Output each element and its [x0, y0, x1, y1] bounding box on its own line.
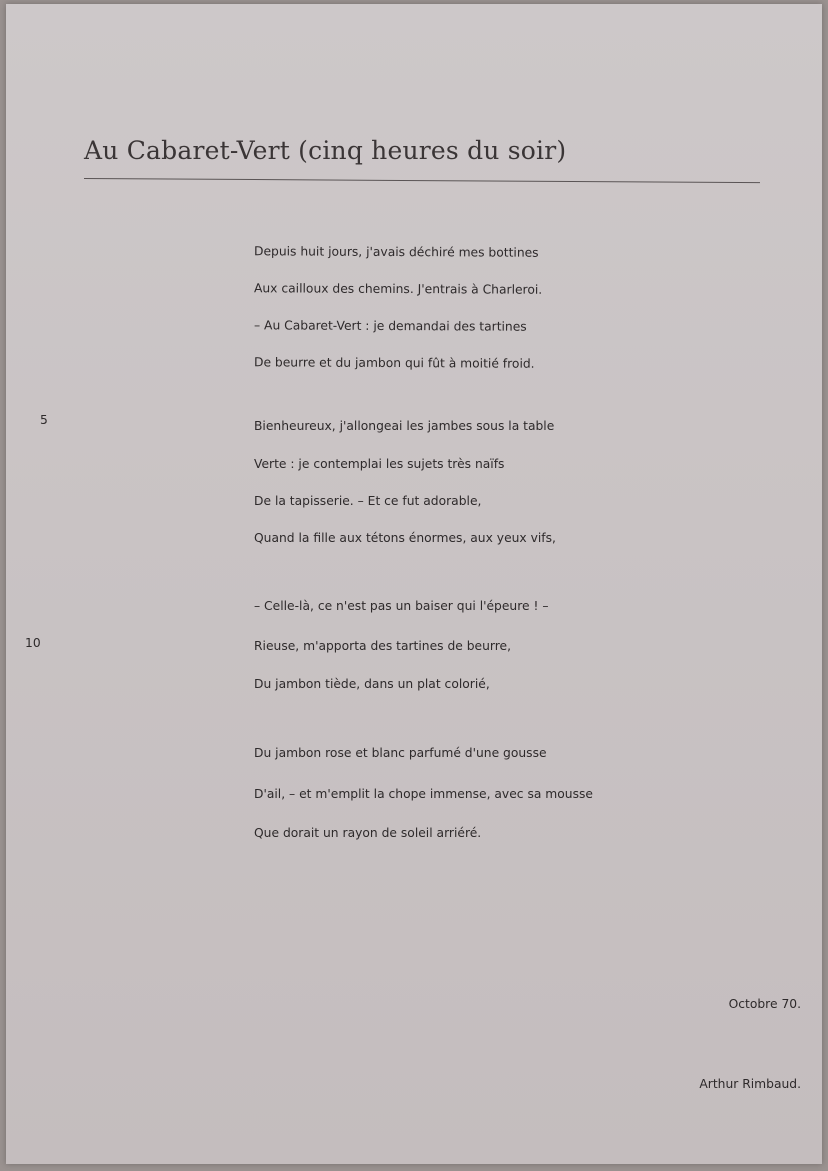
poem-line: Aux cailloux des chemins. J'entrais à Charleroi. — [253, 281, 543, 297]
paper-sheet — [6, 4, 822, 1164]
line-number-5: 5 — [40, 413, 48, 427]
poem-line: De beurre et du jambon qui fût à moitié froid. — [253, 355, 535, 371]
poem-line: Du jambon tiède, dans un plat colorié, — [254, 677, 490, 691]
poem-author: Arthur Rimbaud. — [699, 1077, 801, 1091]
poem-line: Bienheureux, j'allongeai les jambes sous la table — [254, 419, 555, 433]
title-underline — [84, 178, 760, 183]
poem-line: – Au Cabaret-Vert : je demandai des tartines — [253, 318, 527, 334]
line-number-10: 10 — [25, 636, 41, 650]
poem-line: D'ail, – et m'emplit la chope immense, avec sa mousse — [254, 787, 593, 801]
poem-line: Depuis huit jours, j'avais déchiré mes bottines — [253, 244, 539, 260]
poem-line: Rieuse, m'apporta des tartines de beurre, — [254, 639, 512, 653]
poem-date: Octobre 70. — [728, 997, 801, 1011]
poem-line: – Celle-là, ce n'est pas un baiser qui l'épeure ! – — [254, 599, 549, 613]
poem-title: Au Cabaret-Vert (cinq heures du soir) — [84, 136, 567, 165]
poem-line: De la tapisserie. – Et ce fut adorable, — [254, 494, 482, 508]
poem-line: Du jambon rose et blanc parfumé d'une gousse — [254, 746, 547, 760]
poem-line: Quand la fille aux tétons énormes, aux yeux vifs, — [254, 531, 556, 545]
poem-line: Verte : je contemplai les sujets très naïfs — [254, 457, 505, 471]
poem-line: Que dorait un rayon de soleil arriéré. — [254, 826, 482, 840]
